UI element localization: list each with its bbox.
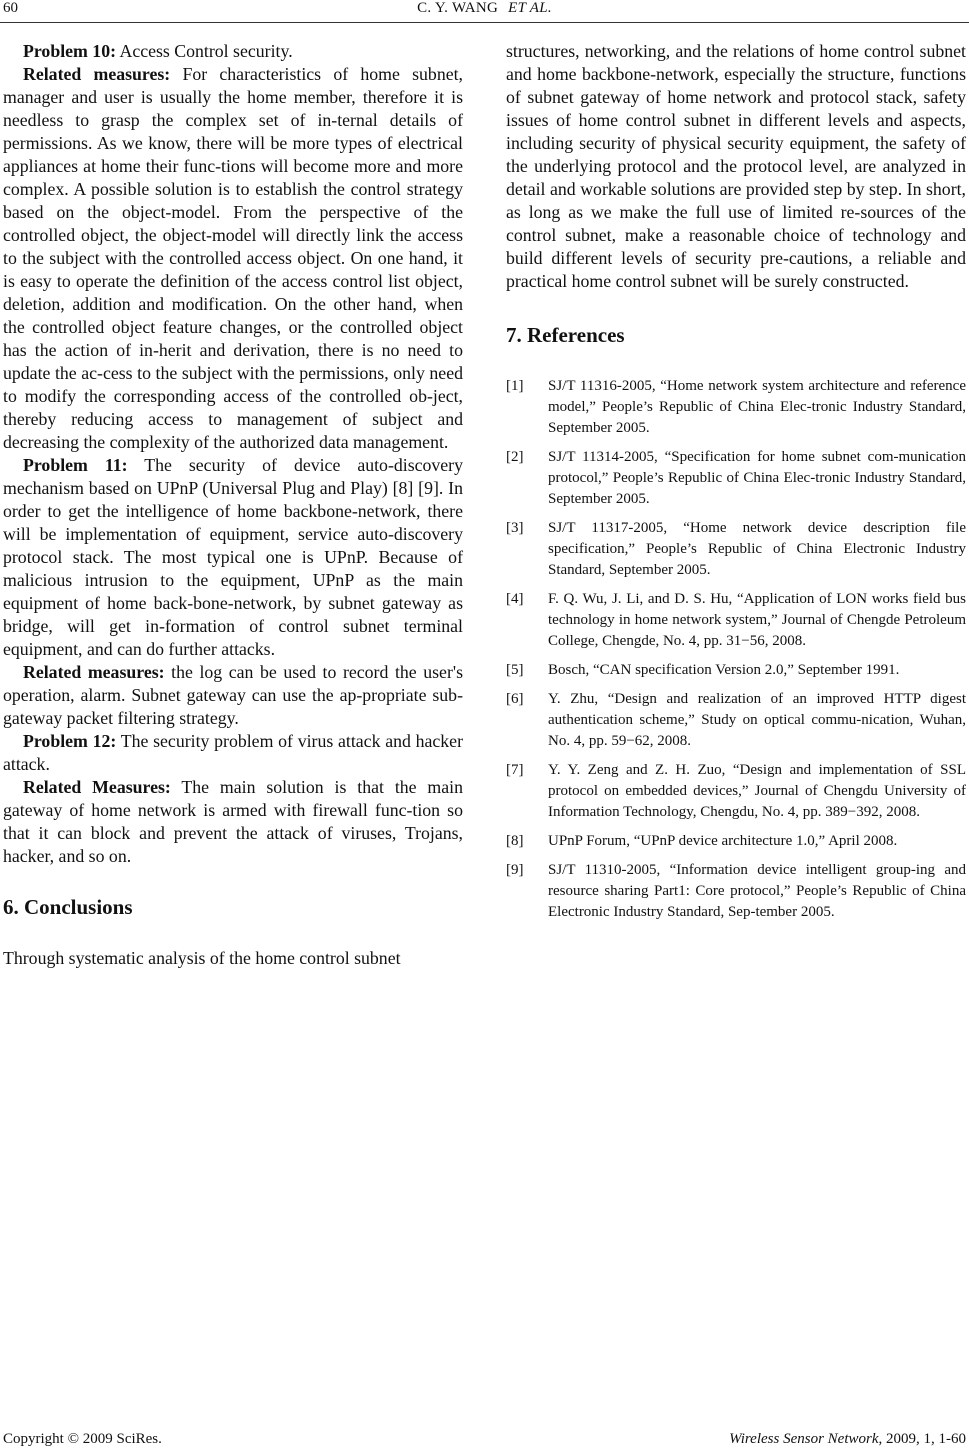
related-measures-11-text: the log can be used to record the user's operation, alarm. Subnet gateway can use the ap-propriate sub-gateway packet filtering strategy. [3,662,463,728]
right-column [506,40,966,931]
reference-number: [7] [506,762,524,778]
reference-item [506,831,966,852]
conclusions-paragraph: Through systematic analysis of the home control subnet [3,948,401,968]
reference-text: SJ/T 11316-2005, “Home network system architecture and reference model,” People’s Republic of China Elec-tronic Industry Standard, September 2005. [548,378,966,436]
reference-text: UPnP Forum, “UPnP device architecture 1.0,” April 2008. [548,833,898,849]
problem-10-paragraph [3,40,463,63]
reference-item [506,447,966,510]
left-column [3,40,463,970]
related-measures-11-label: Related measures: [23,662,165,682]
problem-12-paragraph [3,730,463,776]
problem-11-label: Problem 11: [23,455,128,475]
reference-item [506,518,966,581]
problem-12-label: Problem 12: [23,731,117,751]
reference-number: [6] [506,691,524,707]
reference-number: [4] [506,591,524,607]
reference-number: [9] [506,862,524,878]
reference-text: SJ/T 11310-2005, “Information device intelligent group-ing and resource sharing Part1: Core protocol,” People’s Republic of China Electronic Industry Standard, Sep-tember 2005. [548,862,966,920]
problem-10-text: Access Control security. [116,41,293,61]
page-header [0,0,969,23]
reference-text: SJ/T 11314-2005, “Specification for home subnet com-munication protocol,” People’s Republic of China Elec-tronic Industry Standard, September 2005. [548,449,966,507]
page-number: 60 [3,0,18,16]
reference-item [506,760,966,823]
reference-text: Bosch, “CAN specification Version 2.0,” September 1991. [548,662,900,678]
reference-text: Y. Zhu, “Design and realization of an improved HTTP digest authentication scheme,” Study on optical commu-nication, Wuhan, No. 4, pp. 59−62, 2008. [548,691,966,749]
running-head [0,0,969,17]
conclusions-heading: 6. Conclusions [3,895,133,919]
problem-11-paragraph [3,454,463,661]
footer-volume-pages: , 2009, 1, 1-60 [878,1431,966,1447]
running-head-etal: ET AL. [508,0,552,16]
footer-journal-name: Wireless Sensor Network [729,1431,879,1447]
conclusions-continuation: structures, networking, and the relations of home control subnet and home backbone-network, especially the structure, functions of subnet gateway of home network and protocol stack, safety issues of home control subnet in different levels and aspects, including security of physical security equipment, the safety of the underlying protocol and the protocol level, are analyzed in detail and workable solutions are provided step by step. In short, as long as we make the full use of limited re-sources of the control subnet, make a reasonable choice of technology and build different levels of security pre-cautions, a reliable and practical home control subnet will be surely constructed. [506,41,966,291]
reference-number: [8] [506,833,524,849]
footer-citation [729,1431,966,1448]
related-measures-10-label: Related measures: [23,64,171,84]
reference-item [506,660,966,681]
reference-item [506,689,966,752]
related-measures-10-paragraph [3,63,463,454]
footer-copyright: Copyright © 2009 SciRes. [3,1431,162,1447]
related-measures-11-paragraph [3,661,463,730]
related-measures-12-text: The main solution is that the main gateway of home network is armed with firewall func-tion so that it can block and prevent the attack of viruses, Trojans, hacker, and so on. [3,777,463,866]
reference-number: [5] [506,662,524,678]
running-head-authors: C. Y. WANG [417,0,499,16]
reference-text: F. Q. Wu, J. Li, and D. S. Hu, “Application of LON works field bus technology in home network system,” Journal of Chengde Petroleum College, Chengde, No. 4, pp. 31−56, 2008. [548,591,966,649]
reference-number: [1] [506,378,524,394]
problem-12-text: The security problem of virus attack and hacker attack. [3,731,463,774]
reference-item [506,860,966,923]
references-heading: 7. References [506,323,625,347]
related-measures-10-text: For characteristics of home subnet, manager and user is usually the home member, therefore it is needless to grasp the complex set of in-ternal details of permissions. As we know, there will be more types of electrical appliances at home their func-tions will become more and more complex. A possible solution is to establish the control strategy based on the object-model. From the perspective of the controlled object, the object-model will directly link the access to the subject with the controlled access object. On one hand, it is easy to operate the definition of the access control list object, deletion, addition and modification. On the other hand, when the controlled object feature changes, or the controlled object has the action of in-herit and derivation, there is no need to update the ac-cess to the subject with the permissions, only need to modify the corresponding access of the controlled ob-ject, thereby reducing access to management of subject and decreasing the complexity of the authorized data management. [3,64,463,452]
problem-10-label: Problem 10: [23,41,117,61]
reference-list [506,376,966,923]
reference-item [506,376,966,439]
problem-11-text: The security of device auto-discovery mechanism based on UPnP (Universal Plug and Play) [8] [9]. In order to get the intelligence of home backbone-network, there will be implementation of equipment, service auto-discovery protocol stack. The most typical one is UPnP. Because of malicious intrusion to the equipment, UPnP as the main equipment of home back-bone-network, by subnet gateway as bridge, will get in-formation of control subnet terminal equipment, and can do further attacks. [3,455,463,659]
related-measures-12-label: Related Measures: [23,777,171,797]
reference-text: Y. Y. Zeng and Z. H. Zuo, “Design and implementation of SSL protocol on embedded devices,” Journal of Chengdu University of Information Technology, Chengdu, No. 4, pp. 389−392, 2008. [548,762,966,820]
reference-number: [2] [506,449,524,465]
related-measures-12-paragraph [3,776,463,868]
reference-item [506,589,966,652]
reference-number: [3] [506,520,524,536]
reference-text: SJ/T 11317-2005, “Home network device description file specification,” People’s Republic of China Electronic Industry Standard, September 2005. [548,520,966,578]
